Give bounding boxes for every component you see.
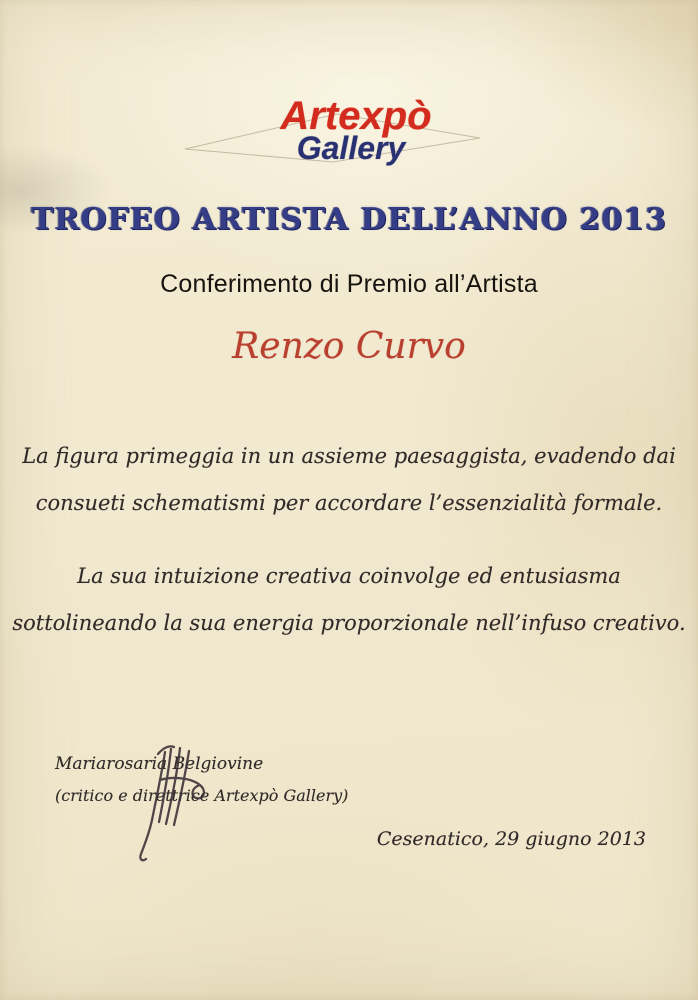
signatory-name: Mariarosaria Belgiovine [55,754,264,774]
trophy-title: TROFEO ARTISTA DELL’ANNO 2013 [31,202,667,237]
logo-artexpo-label: Artexpò [280,94,432,138]
dateline: Cesenatico, 29 giugno 2013 [376,828,646,850]
signatory-role: (critico e direttrice Artexpò Gallery) [55,786,349,805]
citation-paragraph-2 [0,553,698,647]
gallery-logo [0,96,698,186]
citation-paragraph-1 [0,433,698,527]
logo-text [280,96,431,164]
citation-2-line-1: La sua intuizione creativa coinvolge ed entusiasma [77,564,621,588]
handwritten-signature [108,742,223,867]
citation-1-line-2: consueti schematismi per accordare l’essenzialità formale. [35,491,663,515]
conferment-line: Conferimento di Premio all’Artista [160,270,538,298]
citation-2-line-2: sottolineando la sua energia proporzionale nell’infuso creativo. [12,611,686,635]
artist-name: Renzo Curvo [232,326,466,367]
citation-1-line-1: La figura primeggia in un assieme paesaggista, evadendo dai [22,444,676,468]
logo-gallery-label: Gallery [296,130,406,166]
